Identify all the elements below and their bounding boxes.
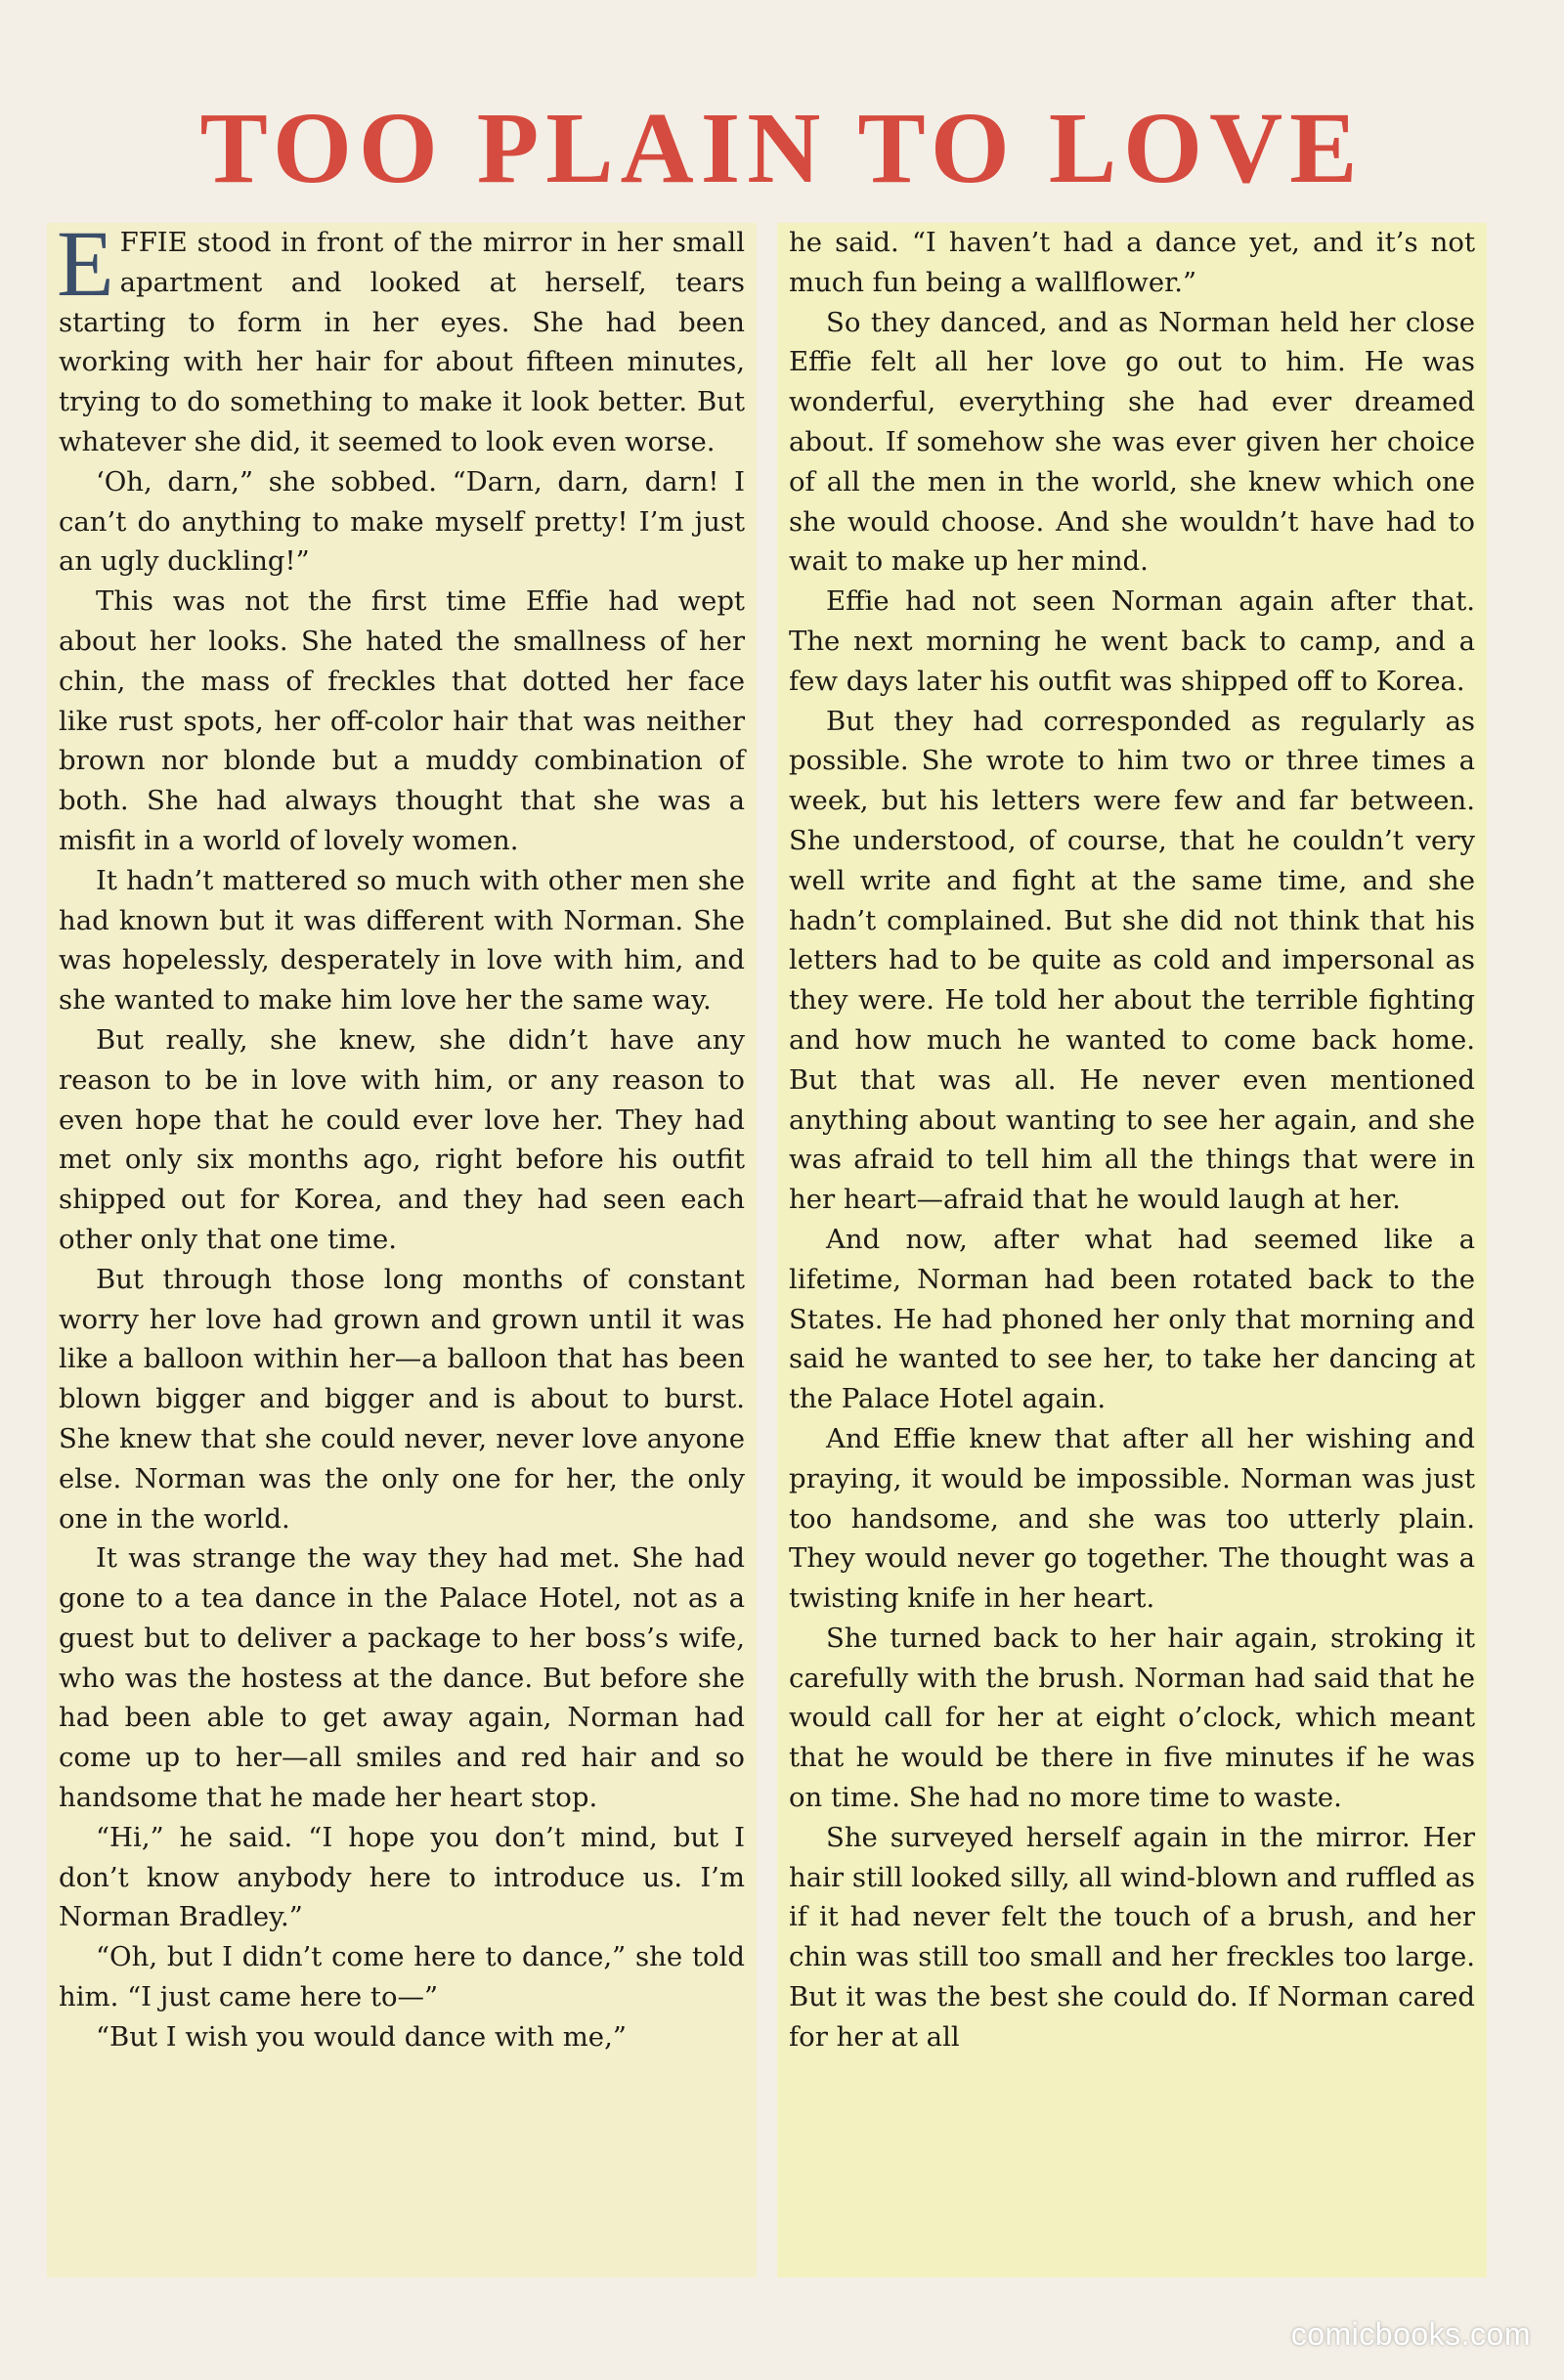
- story-title: TOO PLAIN TO LOVE: [199, 92, 1365, 204]
- paragraph: “But I wish you would dance with me,”: [96, 2020, 627, 2053]
- paragraph: It hadn’t mattered so much with other men she had known but it was different with Norman. She was hopelessly, desperately in love with him, and she wanted to make him love her the same way.: [59, 864, 745, 1017]
- paragraph: She turned back to her hair again, stroking it carefully with the brush. Norman had said that he would call for her at eight o’clock, which meant that he would be there in five minutes if he was on time. She had no more time to waste.: [789, 1622, 1475, 1814]
- paragraph: But they had corresponded as regularly as possible. She wrote to him two or three times a week, but his letters were few and far between. She understood, of course, that he couldn’t very well write and fight at the same time, and she hadn’t complained. But she did not think that his letters had to be quite as cold and impersonal as they were. He told her about the terrible fighting and how much he wanted to come back home. But that was all. He never even mentioned anything about wanting to see her again, and she was afraid to tell him all the things that were in her heart—afraid that he would laugh at her.: [789, 705, 1475, 1216]
- paragraph: And now, after what had seemed like a lifetime, Norman had been rotated back to the States. He had phoned her only that morning and said he wanted to see her, to take her dancing at the Palace Hotel again.: [789, 1223, 1475, 1415]
- paragraph: “Hi,” he said. “I hope you don’t mind, but I don’t know anybody here to introduce us. I’m Norman Bradley.”: [59, 1821, 745, 1933]
- paragraph-text: FFIE stood in front of the mirror in her small apartment and looked at herself, tears starting to form in her eyes. She had been working with her hair for about fifteen minutes, trying to do something to make it look better. But whatever she did, it seemed to look even worse.: [59, 227, 745, 457]
- site-watermark: comicbooks.com: [1290, 2316, 1531, 2352]
- right-column: [777, 223, 1487, 2277]
- paragraph: ‘Oh, darn,” she sobbed. “Darn, darn, darn! I can’t do anything to make myself pretty! I’m just an ugly duckling!”: [59, 465, 745, 578]
- paragraph: Effie had not seen Norman again after that. The next morning he went back to camp, and a few days later his outfit was shipped off to Korea.: [789, 585, 1475, 697]
- paragraph: [59, 223, 745, 462]
- drop-cap: E: [57, 223, 114, 316]
- paragraph: She surveyed herself again in the mirror. Her hair still looked silly, all wind-blown and ruffled as if it had never felt the touch of a brush, and her chin was still too small and her freckles too large. But it was the best she could do. If Norman cared for her at all: [789, 1821, 1475, 2053]
- paragraph: So they danced, and as Norman held her close Effie felt all her love go out to him. He was wonderful, everything she had ever dreamed about. If somehow she was ever given her choice of all the men in the world, she knew which one she would choose. And she wouldn’t have had to wait to make up her mind.: [789, 306, 1475, 578]
- paragraph: “Oh, but I didn’t come here to dance,” she told him. “I just came here to—”: [59, 1941, 745, 2013]
- paragraph: This was not the first time Effie had wept about her looks. She hated the smallness of her chin, the mass of freckles that dotted her face like rust spots, her off-color hair that was neither brown nor blonde but a muddy combination of both. She had always thought that she was a misfit in a world of lovely women.: [59, 585, 745, 856]
- paragraph: It was strange the way they had met. She had gone to a tea dance in the Palace Hotel, not as a guest but to deliver a package to her boss’s wife, who was the hostess at the dance. But before she had been able to get away again, Norman had come up to her—all smiles and red hair and so handsome that he made her heart stop.: [59, 1542, 745, 1814]
- paragraph: But really, she knew, she didn’t have any reason to be in love with him, or any reason to even hope that he could ever love her. They had met only six months ago, right before his outfit shipped out for Korea, and they had seen each other only that one time.: [59, 1023, 745, 1255]
- paragraph: And Effie knew that after all her wishing and praying, it would be impossible. Norman was just too handsome, and she was too utterly plain. They would never go together. The thought was a twisting knife in her heart.: [789, 1422, 1475, 1615]
- left-column: [47, 223, 757, 2277]
- paragraph: But through those long months of constant worry her love had grown and grown until it was like a balloon within her—a balloon that has been blown bigger and bigger and is about to burst. She knew that she could never, never love anyone else. Norman was the only one for her, the only one in the world.: [59, 1263, 745, 1535]
- paragraph: he said. “I haven’t had a dance yet, and it’s not much fun being a wallflower.”: [789, 227, 1475, 298]
